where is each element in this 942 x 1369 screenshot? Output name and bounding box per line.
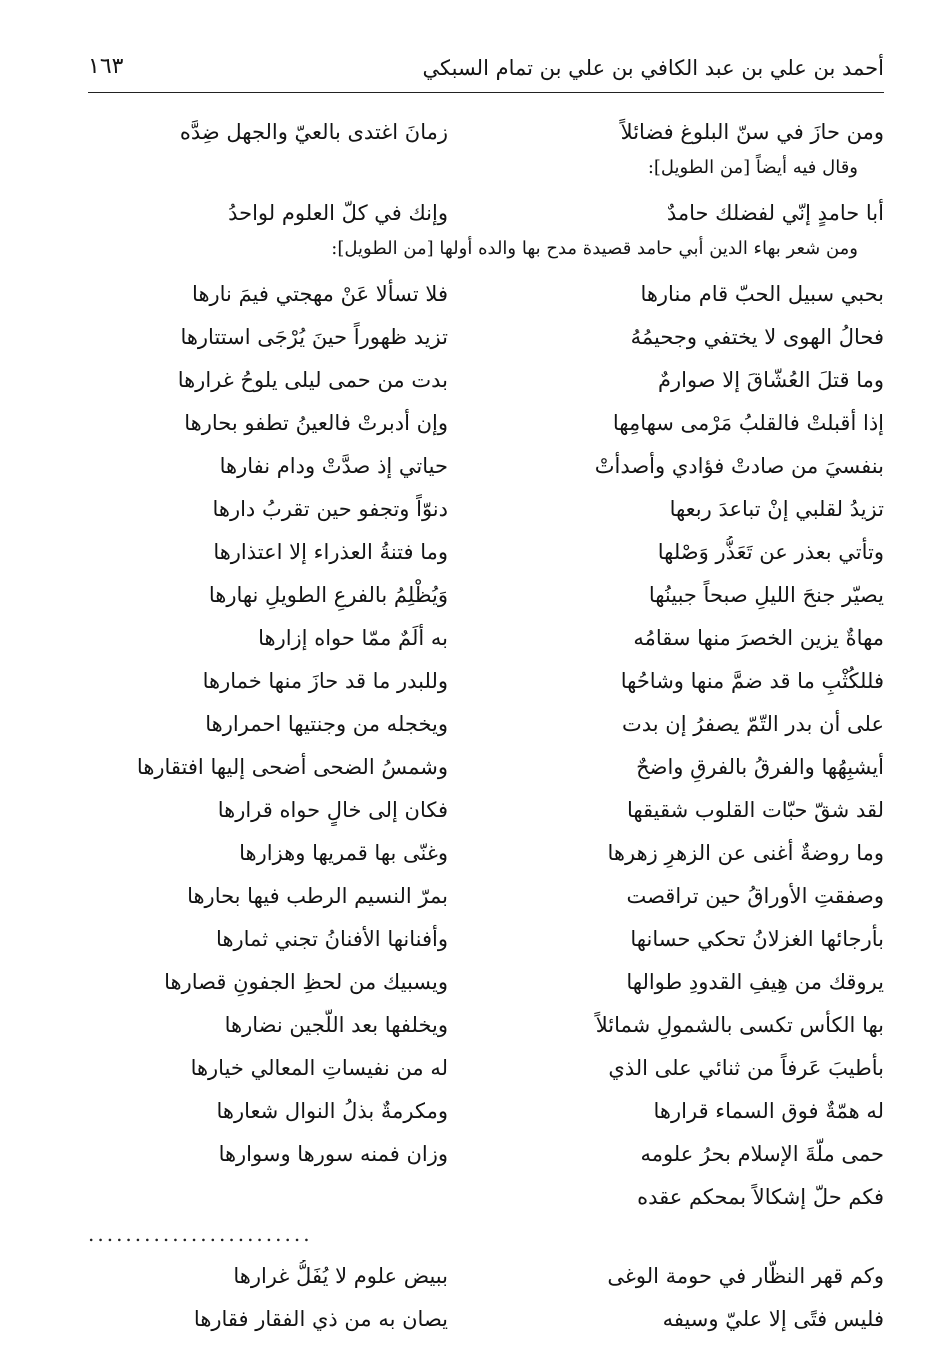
second-hemistich: حياتي إذ صدَّتْ ودام نفارها <box>219 454 448 478</box>
second-hemistich: وأفنانها الأفنانُ تجني ثمارها <box>216 927 448 951</box>
verse-line <box>88 659 884 702</box>
running-header <box>88 52 884 93</box>
first-hemistich: وكم قهر النظّار في حومة الوغى <box>607 1264 884 1288</box>
second-hemistich: وزان فمنه سورها وسوارها <box>218 1142 448 1166</box>
second-hemistich: وما فتنةُ العذراء إلا اعتذارها <box>213 540 448 564</box>
verse-line <box>88 616 884 659</box>
first-hemistich: حمى ملّةَ الإسلام بحرُ علومه <box>640 1142 884 1166</box>
second-hemistich: ويسبيك من لحظِ الجفونِ قصارها <box>164 970 448 994</box>
prose-line <box>88 153 884 191</box>
first-hemistich: بنفسيَ من صادتْ فؤادي وأصدأتْ <box>594 454 884 478</box>
first-hemistich: وتأتي بعذر عن تَعَذُّر وَصْلها <box>657 540 884 564</box>
first-hemistich: مهاةٌ يزين الخصرَ منها سقامُه <box>633 626 884 650</box>
verse-line <box>88 702 884 745</box>
first-hemistich: وصفقتِ الأوراقُ حين تراقصت <box>626 884 884 908</box>
first-hemistich: بأطيبَ عَرفاً من ثنائي على الذي <box>608 1056 884 1080</box>
second-hemistich: فلا تسألا عَنْ مهجتي فيمَ نارها <box>192 282 448 306</box>
first-hemistich: وما روضةٌ أغنى عن الزهرِ زهرها <box>607 841 884 865</box>
page-number: ١٦٣ <box>88 54 124 79</box>
second-hemistich: له من نفيساتِ المعالي خيارها <box>190 1056 448 1080</box>
first-hemistich: فكم حلّ إشكالاً بمحكم عقده <box>637 1185 884 1209</box>
running-title: أحمد بن علي بن عبد الكافي بن علي بن تمام السبكي <box>422 56 884 80</box>
omission-dots: ........................ <box>88 1222 313 1246</box>
second-hemistich: فكان إلى خالٍ حواه قرارها <box>217 798 448 822</box>
verse-line <box>88 487 884 530</box>
verse-line <box>88 272 884 315</box>
prose-line <box>88 234 884 272</box>
verse-line <box>88 444 884 487</box>
first-hemistich: فحالُ الهوى لا يختفي وجحيمُهُ <box>630 325 884 349</box>
second-hemistich: تزيد ظهوراً حينَ يُرْجَى استتارها <box>180 325 448 349</box>
second-hemistich: بمرّ النسيم الرطب فيها بحارها <box>187 884 448 908</box>
second-hemistich: وإن أدبرتْ فالعينُ تطفو بحارها <box>184 411 448 435</box>
verse-line <box>88 1175 884 1218</box>
first-hemistich: تزيدُ لقلبي إنْ تباعدَ ربعها <box>669 497 884 521</box>
first-hemistich: له همّةٌ فوق السماء قرارها <box>653 1099 884 1123</box>
second-hemistich: وإنك في كلّ العلوم لواحدُ <box>228 201 448 225</box>
verse-line <box>88 1132 884 1175</box>
first-hemistich: ومن حازَ في سنّ البلوغ فضائلاً <box>620 120 884 144</box>
first-hemistich: إذا أقبلتْ فالقلبُ مَرْمى سهامِها <box>612 411 884 435</box>
verse-line <box>88 1089 884 1132</box>
first-hemistich: على أن بدر التّمّ يصفرُ إن بدت <box>621 712 884 736</box>
verse-line <box>88 874 884 917</box>
first-hemistich: فللكُثْبِ ما قد ضمَّ منها وشاحُها <box>620 669 884 693</box>
second-hemistich: بدت من حمى ليلى يلوحُ غرارها <box>177 368 448 392</box>
verse-line <box>88 191 884 234</box>
second-hemistich: يصان به من ذي الفقار فقارها <box>193 1307 448 1331</box>
second-hemistich: ويخلفها بعد اللُّجين نضارها <box>224 1013 448 1037</box>
first-hemistich: يروقك من هِيفِ القدودِ طوالها <box>626 970 884 994</box>
verse-line <box>88 401 884 444</box>
verse-line <box>88 110 884 153</box>
verse-line <box>88 960 884 1003</box>
second-hemistich: وشمسُ الضحى أضحى إليها افتقارها <box>136 755 448 779</box>
second-hemistich: ومكرمةٌ بذلُ النوال شعارها <box>216 1099 448 1123</box>
omission-row <box>88 1218 884 1254</box>
first-hemistich: لقد شقّ حبّات القلوب شقيقها <box>626 798 884 822</box>
verse-line <box>88 831 884 874</box>
verse-line <box>88 1046 884 1089</box>
first-hemistich: أبا حامدٍ إنّي لفضلك حامدٌ <box>666 201 884 225</box>
verse-line <box>88 1297 884 1340</box>
verse-line <box>88 1003 884 1046</box>
prose-text: ومن شعر بهاء الدين أبي حامد قصيدة مدح بها والده أولها [من الطويل]: <box>331 238 858 259</box>
verse-line <box>88 315 884 358</box>
second-hemistich: زمانَ اغتدى بالعيّ والجهل ضِدَّه <box>179 120 448 144</box>
second-hemistich: ببيض علوم لا يُفَلُّ غرارها <box>233 1264 448 1288</box>
poem-body <box>88 110 884 1340</box>
verse-line <box>88 358 884 401</box>
first-hemistich: أيشبِهُها والفرقُ بالفرقِ واضحٌ <box>636 755 884 779</box>
second-hemistich: وللبدر ما قد حازَ منها خمارها <box>202 669 448 693</box>
second-hemistich: دنوّاً وتجفو حين تقربُ دارها <box>212 497 448 521</box>
first-hemistich: بحبي سبيل الحبّ قام منارها <box>640 282 884 306</box>
verse-line <box>88 573 884 616</box>
second-hemistich: به ألَمٌ ممّا حواه إزارها <box>258 626 448 650</box>
verse-line <box>88 788 884 831</box>
prose-text: وقال فيه أيضاً [من الطويل]: <box>647 157 858 178</box>
verse-line <box>88 917 884 960</box>
verse-line <box>88 530 884 573</box>
second-hemistich: وَيُظْلِمُ بالفرعِ الطويلِ نهارها <box>208 583 448 607</box>
first-hemistich: بها الكأس تكسى بالشمولِ شمائلاً <box>595 1013 884 1037</box>
verse-line <box>88 745 884 788</box>
first-hemistich: يصيّر جنحَ الليلِ صبحاً جبينُها <box>648 583 884 607</box>
second-hemistich: ويخجله من وجنتيها احمرارها <box>205 712 448 736</box>
first-hemistich: بأرجائها الغزلانُ تحكي حسانها <box>630 927 884 951</box>
first-hemistich: فليس فتًى إلا عليّ وسيفه <box>662 1307 884 1331</box>
second-hemistich: وغنّى بها قمريها وهزارها <box>239 841 448 865</box>
first-hemistich: وما قتلَ العُشّاقَ إلا صوارمٌ <box>657 368 884 392</box>
verse-line <box>88 1254 884 1297</box>
